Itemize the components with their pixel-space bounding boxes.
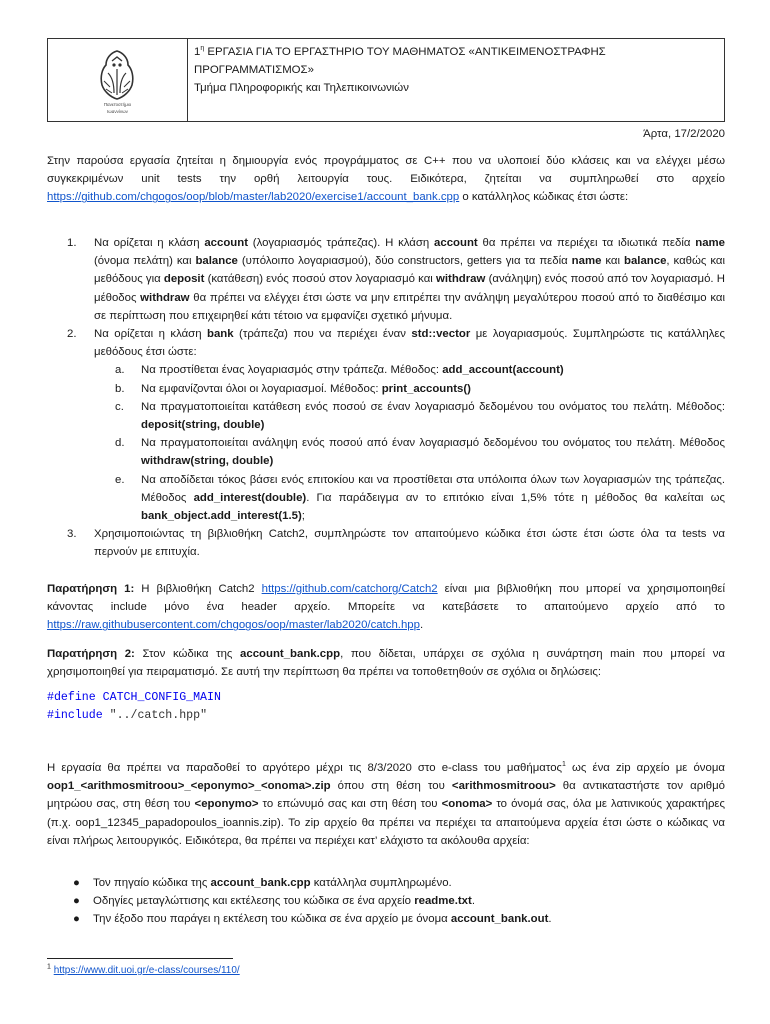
intro-paragraph: Στην παρούσα εργασία ζητείται η δημιουργία ενός προγράμματος σε C++ που να υλοποιεί δύο κλάσεις και να ελέγχει μέσω συγκεκριμένων unit tests την ορθή λειτουργία τους. Ειδικότερα, ζητείται να συμπληρωθεί στο αρχείο https://github.com/chgogos/oop/blob/master/lab2020/exercise1/account_bank.cpp ο κατάλληλος κώδικας έτσι ώστε: bbox=[47, 155, 725, 204]
bank-methods-list bbox=[94, 361, 725, 525]
bullet-icon: ● bbox=[73, 877, 80, 889]
list-item: 3. Χρησιμοποιώντας τη βιβλιοθήκη Catch2, συμπληρώστε τον απαιτούμενο κώδικα έτσι ώστε έτσι ώστε όλα τα tests να περνούν με επιτυχία. bbox=[67, 528, 725, 559]
list-item: b. Να εμφανίζονται όλοι οι λογαριασμοί. Μέθοδος: print_accounts() bbox=[115, 382, 471, 395]
exercise-file-link[interactable]: https://github.com/chgogos/oop/blob/master/lab2020/exercise1/account_bank.cpp bbox=[47, 191, 460, 204]
bullet-icon: ● bbox=[73, 895, 80, 908]
list-item: c. Να πραγματοποιείται κατάθεση ενός ποσού σε έναν λογαριασμό δεδομένου του ονόματος του πελάτη. Μέθοδος: deposit(string, double) bbox=[115, 400, 725, 432]
logo-text-2: Ιωαννίνων bbox=[107, 109, 128, 114]
header-table bbox=[47, 38, 725, 122]
title-line-2: ΠΡΟΓΡΑΜΜΑΤΙΣΜΟΣ» bbox=[194, 64, 314, 76]
bullet-icon: ● bbox=[73, 913, 80, 926]
required-files-list bbox=[47, 874, 725, 929]
catch-hpp-link[interactable]: https://raw.githubusercontent.com/chgogos/oop/master/lab2020/catch.hpp bbox=[47, 619, 420, 632]
footnote: $^1$ https://www.dit.uoi.gr/e-class/courses/110/ bbox=[47, 963, 240, 976]
footnote-divider bbox=[47, 958, 233, 959]
footnote-ref: 1 bbox=[562, 761, 566, 769]
department-name: Τμήμα Πληροφορικής και Τηλεπικοινωνιών bbox=[194, 82, 409, 94]
code-block bbox=[47, 689, 725, 724]
document-date: Άρτα, 17/2/2020 bbox=[643, 128, 725, 140]
catch2-repo-link[interactable]: https://github.com/catchorg/Catch2 bbox=[261, 583, 438, 595]
note-1: Παρατήρηση 1: Η βιβλιοθήκη Catch2 https://github.com/catchorg/Catch2 είναι μια βιβλιοθήκη που μπορεί να χρησιμοποιηθεί κάνοντας include μόνο ένα header αρχείο. Μπορείτε να κατεβάσετε το απαιτούμενο αρχείο από το https://raw.githubusercontent.com/chgogos/oop/master/lab2020/catch.hpp. bbox=[47, 583, 726, 632]
list-item: e. Να αποδίδεται τόκος βάσει ενός επιτοκίου και να προστίθεται στα υπόλοιπα όλων των λογαριασμών της τράπεζας. Μέθοδος add_interest(double). Για παράδειγμα αν το επιτόκιο είναι 1,5% τότε η μέθοδος θα καλείται ως bank_object.add_interest(1.5); bbox=[115, 473, 725, 523]
list-item: ● Οδηγίες μεταγλώττισης και εκτέλεσης του κώδικα σε ένα αρχείο readme.txt. bbox=[47, 892, 725, 910]
note-2: Παρατήρηση 2: Στον κώδικα της account_bank.cpp, που δίδεται, υπάρχει σε σχόλια η συνάρτηση main που μπορεί να χρησιμοποιηθεί για πειραματισμό. Σε αυτή την περίπτωση θα πρέπει να τοποθετηθούν σε σχόλια οι δηλώσεις: bbox=[47, 648, 726, 679]
logo-cell bbox=[48, 39, 188, 121]
list-item: ● Τον πηγαίο κώδικα της account_bank.cpp κατάλληλα συμπληρωμένο. bbox=[47, 874, 725, 892]
list-item: d. Να πραγματοποιείται ανάληψη ενός ποσού από έναν λογαριασμό δεδομένου του ονόματος του πελάτη. Μέθοδος withdraw(string, double) bbox=[115, 437, 725, 468]
list-item: 1. Να ορίζεται η κλάση account (λογαριασμός τράπεζας). Η κλάση account θα πρέπει να περιέχει τα ιδιωτικά πεδία name (όνομα πελάτη) και balance (υπόλοιπο λογαριασμού), δύο constructors, getters για τα πεδία name και balance, καθώς και μεθόδους για deposit (κατάθεση) ενός ποσού στον λογαριασμό και withdraw (ανάληψη) ενός ποσού από τον λογαριασμό. Η μέθοδος withdraw θα πρέπει να ελέγχει έτσι ώστε να μην επιτρέπει την ανάληψη μεγαλύτερου ποσού από το διαθέσιμο και σε περίπτωση που επιχειρηθεί κάτι τέτοιο να εμφανίζει σχετικό μήνυμα. bbox=[67, 237, 726, 322]
university-logo-icon bbox=[72, 47, 162, 103]
code-line-1: #define CATCH_CONFIG_MAIN bbox=[47, 691, 221, 704]
logo-text-1: Πανεπιστήμιο bbox=[103, 102, 132, 107]
delivery-paragraph: Η εργασία θα πρέπει να παραδοθεί το αργότερο μέχρι τις 8/3/2020 στο e-class του μαθήματος$^1$ ως ένα zip αρχείο με όνομα oop1_<arithmosmitroou>_<eponymo>_<onoma>.zip όπου στη θέση του <arithmosmitroou> θα αντικαταστήστε τον αριθμό μητρώου σας, στη θέση του <eponymo> το επώνυμό σας και στη θέση του <onoma> το όνομά σας, όλα με λατινικούς χαρακτήρες (π.χ. oop1_12345_papadopoulos_ioannis.zip). Το zip αρχείο θα πρέπει να περιέχει τα απαιτούμενα αρχεία έτσι ώστε ο κώδικας να είναι πλήρως λειτουργικός. Ειδικότερα, θα πρέπει να περιέχει κατ’ ελάχιστο τα ακόλουθα αρχεία: bbox=[47, 761, 725, 847]
header-title bbox=[188, 39, 606, 121]
eclass-link[interactable]: https://www.dit.uoi.gr/e-class/courses/110/ bbox=[53, 965, 240, 976]
title-line-1: $1^\eta$ ΕΡΓΑΣΙΑ ΓΙΑ ΤΟ ΕΡΓΑΣΤΗΡΙΟ ΤΟΥ ΜΑΘΗΜΑΤΟΣ «ΑΝΤΙΚΕΙΜΕΝΟΣΤΡΑΦΗΣ bbox=[194, 45, 606, 58]
list-item: a. Να προστίθεται ένας λογαριασμός στην τράπεζα. Μέθοδος: add_account(account) bbox=[115, 364, 564, 377]
list-item: ● Την έξοδο που παράγει η εκτέλεση του κώδικα σε ένα αρχείο με όνομα account_bank.out. bbox=[47, 910, 725, 928]
code-line-2: #include "../catch.hpp" bbox=[47, 708, 208, 722]
list-item: 2. Να ορίζεται η κλάση bank (τράπεζα) που να περιέχει έναν std::vector με λογαριασμούς. Συμπληρώστε τις κατάλληλες μεθόδους έτσι ώστε: a. Να προστίθεται ένας λογαριασμός στην τράπεζα. Μέθοδος: add_account(account) b. Να εμφανίζονται όλοι οι λογαριασμοί. Μέθοδος: print_accounts() c. Να πραγματοποιείται κατάθεση ενός ποσού σε έναν λογαριασμό δεδομένου του ονόματος του πελάτη. Μέθοδος: deposit(string, double) d. Να πραγματοποιείται ανάληψη ενός ποσού από έναν λογαριασμό δεδομένου του ονόματος του πελάτη. Μέθοδος withdraw(string, double) e. Να αποδίδεται τόκος βάσει ενός επιτοκίου και να προστίθεται στα υπόλοιπα όλων των λογαριασμών της τράπεζας. Μέθοδος add_interest(double). Για παράδειγμα αν το επιτόκιο είναι 1,5% τότε η μέθοδος θα καλείται ως bank_object.add_interest(1.5); bbox=[47, 325, 725, 525]
requirements-list bbox=[47, 234, 725, 562]
